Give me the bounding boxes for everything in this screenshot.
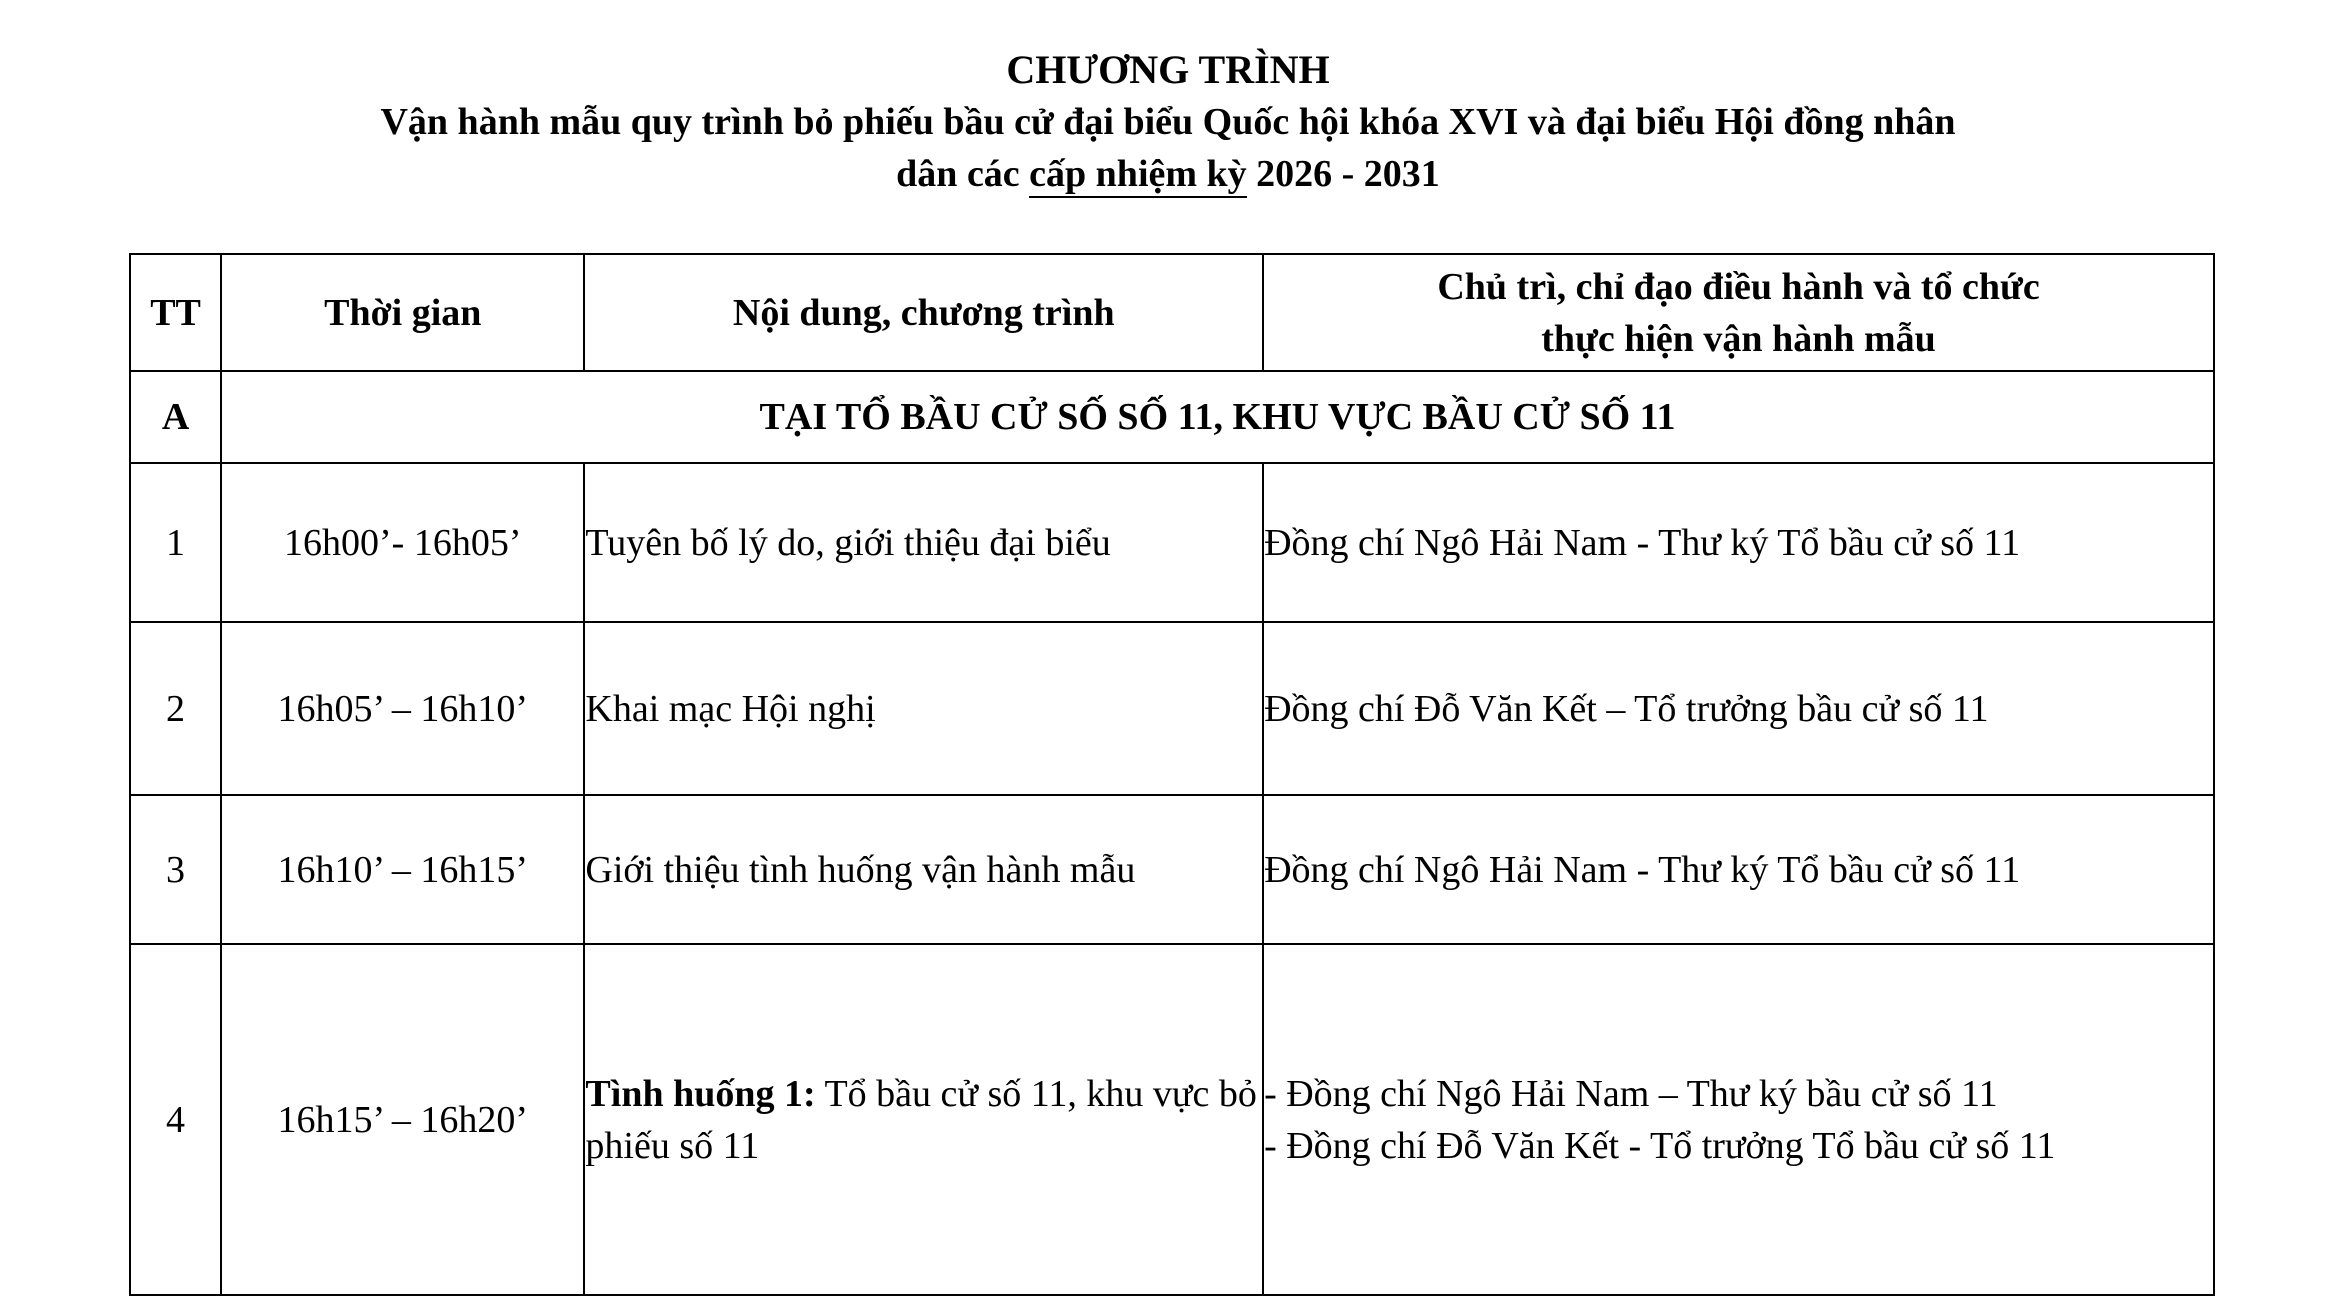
subtitle-line2-underlined: cấp nhiệm kỳ — [1029, 152, 1246, 198]
row-tt: 3 — [130, 795, 221, 944]
row-content — [584, 944, 1263, 1295]
document-subtitle-line1: Vận hành mẫu quy trình bỏ phiếu bầu cử đại biểu Quốc hội khóa XVI và đại biểu Hội đồng nhân — [380, 101, 1956, 143]
subtitle-line2-plain: dân các — [896, 153, 1030, 195]
column-header-host-line1: Chủ trì, chỉ đạo điều hành và tổ chức — [1437, 265, 2040, 308]
situation-label: Tình huống 1: — [585, 1072, 816, 1115]
column-header-content: Nội dung, chương trình — [584, 254, 1263, 371]
row-host — [1263, 944, 2214, 1295]
column-header-time: Thời gian — [221, 254, 584, 371]
section-row — [130, 371, 2214, 463]
column-header-host-line2: thực hiện vận hành mẫu — [1541, 317, 1936, 360]
row-time: 16h15’ – 16h20’ — [221, 944, 584, 1295]
row-time: 16h00’- 16h05’ — [221, 463, 584, 622]
row-host: Đồng chí Ngô Hải Nam - Thư ký Tổ bầu cử số 11 — [1263, 795, 2214, 944]
table-row — [130, 622, 2214, 795]
row-content: Giới thiệu tình huống vận hành mẫu — [584, 795, 1263, 944]
table-header-row — [130, 254, 2214, 371]
section-title: TẠI TỔ BẦU CỬ SỐ SỐ 11, KHU VỰC BẦU CỬ SỐ 11 — [221, 371, 2214, 463]
row-time: 16h05’ – 16h10’ — [221, 622, 584, 795]
row-content: Khai mạc Hội nghị — [584, 622, 1263, 795]
table-row — [130, 944, 2214, 1295]
subtitle-line2-tail: 2026 - 2031 — [1246, 153, 1440, 195]
table-row — [130, 795, 2214, 944]
row-tt: 4 — [130, 944, 221, 1295]
row-host: Đồng chí Ngô Hải Nam - Thư ký Tổ bầu cử số 11 — [1263, 463, 2214, 622]
column-header-tt: TT — [130, 254, 221, 371]
program-table — [129, 253, 2215, 1296]
row-content: Tuyên bố lý do, giới thiệu đại biểu — [584, 463, 1263, 622]
row-tt: 2 — [130, 622, 221, 795]
table-row — [130, 463, 2214, 622]
host-list-item: - Đồng chí Đỗ Văn Kết - Tổ trưởng Tổ bầu cử số 11 — [1264, 1124, 2056, 1167]
column-header-host — [1263, 254, 2214, 371]
document-header — [0, 44, 2336, 200]
row-tt: 1 — [130, 463, 221, 622]
document-subtitle-line2 — [0, 148, 2336, 200]
row-host: Đồng chí Đỗ Văn Kết – Tổ trưởng bầu cử số 11 — [1263, 622, 2214, 795]
host-list-item: - Đồng chí Ngô Hải Nam – Thư ký bầu cử số 11 — [1264, 1072, 1998, 1115]
situation-description: Tổ bầu cử số 11, khu vực bỏ phiếu số 11 — [585, 1072, 1257, 1167]
row-time: 16h10’ – 16h15’ — [221, 795, 584, 944]
section-id: A — [130, 371, 221, 463]
document-title: CHƯƠNG TRÌNH — [1006, 47, 1330, 92]
